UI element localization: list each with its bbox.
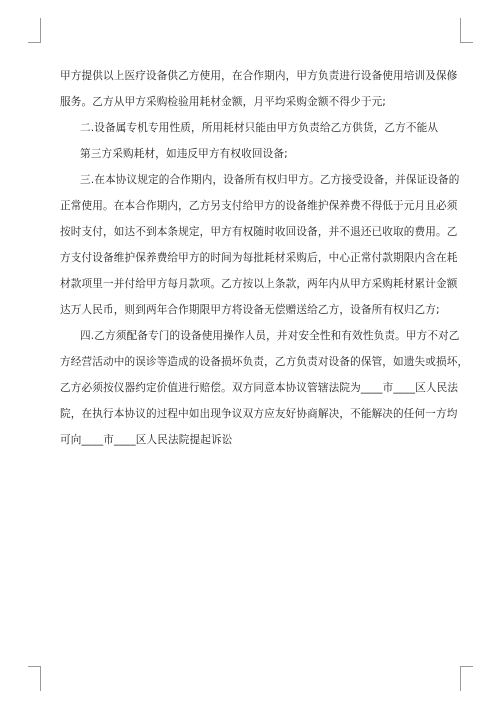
- body-text-line: 可向____市____区人民法院提起诉讼: [60, 434, 233, 446]
- clause-3-heading-line: 三.在本协议规定的合作期内，设备所有权归甲方。乙方接受设备，并保证设备的: [80, 174, 460, 186]
- crop-mark-bottom-right: [460, 666, 473, 691]
- body-text-line: 方支付设备维护保养费给甲方的时间为每批耗材采购后，中心正常付款期限内含在耗: [60, 252, 458, 264]
- body-text-line: 服务。乙方从甲方采购检验用耗材金额，月平均采购金额不得少于元;: [60, 96, 387, 108]
- body-text-line: 达万人民币，则到两年合作期限甲方将设备无偿赠送给乙方，设备所有权归乙方;: [60, 304, 440, 316]
- body-text-line: 院，在执行本协议的过程中如出现争议双方应友好协商解决，不能解决的任何一方均: [60, 408, 458, 420]
- body-text-line: 按时支付，如达不到本条规定，甲方有权随时收回设备，并不退还已收取的费用。乙: [60, 226, 458, 238]
- crop-mark-top-right: [460, 18, 473, 43]
- body-text-line: 材款项里一并付给甲方每月款项。乙方按以上条款，两年内从甲方采购耗材累计金额: [60, 278, 458, 290]
- body-text-line: 甲方提供以上医疗设备供乙方使用，在合作期内，甲方负责进行设备使用培训及保修: [60, 70, 458, 82]
- crop-mark-top-left: [28, 18, 41, 43]
- clause-2-heading-line: 二.设备属专机专用性质，所用耗材只能由甲方负责给乙方供货，乙方不能从: [80, 122, 439, 134]
- crop-mark-bottom-left: [28, 666, 41, 691]
- body-text-line: 正常使用。在本合作期内，乙方另支付给甲方的设备维护保养费不得低于元月且必须: [60, 200, 458, 212]
- body-text-line: 乙方必须按仪器约定价值进行赔偿。双方同意本协议管辖法院为____市____区人民法: [60, 382, 459, 394]
- body-text-line: 方经营活动中的误诊等造成的设备损坏负责，乙方负责对设备的保管，如遗失或损坏，: [60, 356, 469, 368]
- clause-4-heading-line: 四.乙方须配备专门的设备使用操作人员，并对安全性和有效性负责。甲方不对乙: [80, 330, 460, 342]
- body-text-line: 第三方采购耗材，如违反甲方有权收回设备;: [80, 148, 288, 160]
